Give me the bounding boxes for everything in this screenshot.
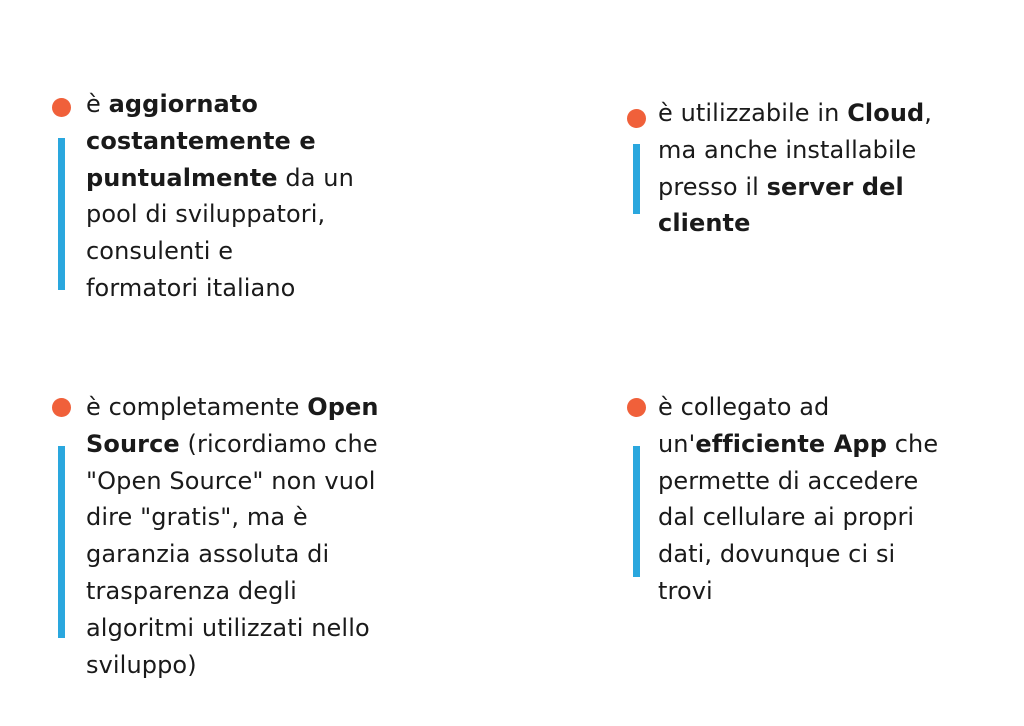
accent-bar xyxy=(58,138,65,290)
feature-text-line xyxy=(86,196,354,233)
text-run: trovi xyxy=(658,576,713,605)
feature-text-line xyxy=(658,573,938,610)
text-run: garanzia assoluta di xyxy=(86,540,330,569)
feature-text-line xyxy=(658,132,932,169)
text-run: ma anche installabile xyxy=(658,135,917,164)
text-run: un' xyxy=(658,429,696,458)
accent-bar xyxy=(58,446,65,638)
text-run: pool di sviluppatori, xyxy=(86,200,326,229)
bold-text-run: efficiente App xyxy=(695,429,887,458)
feature-text-line xyxy=(86,270,354,307)
text-run: è utilizzabile in xyxy=(658,99,848,127)
bold-text-run: costantemente e xyxy=(86,126,316,155)
feature-text-line xyxy=(86,233,354,270)
feature-text-line xyxy=(86,463,379,500)
feature-text-line xyxy=(86,160,354,197)
feature-text-line xyxy=(86,389,379,426)
feature-text-line xyxy=(658,426,938,463)
feature-text-line xyxy=(658,499,938,536)
feature-text xyxy=(658,389,938,610)
text-run: algoritmi utilizzati nello xyxy=(86,613,370,642)
text-run: consulenti e xyxy=(86,237,234,266)
bold-text-run: aggiornato xyxy=(108,90,258,118)
text-run: dire "gratis", ma è xyxy=(86,503,308,532)
feature-text-line xyxy=(658,169,932,206)
accent-bar xyxy=(633,144,640,214)
text-run: (ricordiamo che xyxy=(179,429,378,458)
feature-text xyxy=(86,86,354,307)
text-run: presso il xyxy=(658,172,767,201)
accent-bar xyxy=(633,446,640,577)
bold-text-run: Source xyxy=(86,429,180,458)
text-run: è collegato ad xyxy=(658,393,830,421)
bold-text-run: Open xyxy=(307,393,379,421)
feature-text-line xyxy=(658,536,938,573)
feature-text-line xyxy=(86,499,379,536)
bold-text-run: puntualmente xyxy=(86,163,278,192)
bold-text-run: cliente xyxy=(658,209,751,238)
text-run: , xyxy=(924,99,933,127)
feature-text-line xyxy=(86,536,379,573)
text-run: è xyxy=(86,90,109,118)
feature-text-line xyxy=(658,205,932,242)
text-run: "Open Source" non vuol xyxy=(86,466,376,495)
text-run: che xyxy=(886,429,939,458)
text-run: permette di accedere xyxy=(658,466,919,495)
feature-text-line xyxy=(86,426,379,463)
text-run: dal cellulare ai propri xyxy=(658,503,915,532)
feature-text-line xyxy=(86,647,379,684)
feature-text-line xyxy=(658,95,932,132)
feature-text-line xyxy=(86,610,379,647)
text-run: è completamente xyxy=(86,393,308,421)
feature-text-line xyxy=(86,86,354,123)
text-run: sviluppo) xyxy=(86,650,197,679)
orange-dot-icon xyxy=(52,98,71,117)
text-run: trasparenza degli xyxy=(86,576,297,605)
text-run: formatori italiano xyxy=(86,273,296,302)
orange-dot-icon xyxy=(627,398,646,417)
text-run: da un xyxy=(277,163,354,192)
bold-text-run: server del xyxy=(766,172,904,201)
orange-dot-icon xyxy=(52,398,71,417)
bold-text-run: Cloud xyxy=(847,99,925,127)
feature-text xyxy=(658,95,932,242)
feature-text-line xyxy=(658,463,938,500)
feature-text-line xyxy=(86,123,354,160)
text-run: dati, dovunque ci si xyxy=(658,540,896,569)
feature-text-line xyxy=(86,573,379,610)
feature-text-line xyxy=(658,389,938,426)
feature-text xyxy=(86,389,379,683)
orange-dot-icon xyxy=(627,109,646,128)
